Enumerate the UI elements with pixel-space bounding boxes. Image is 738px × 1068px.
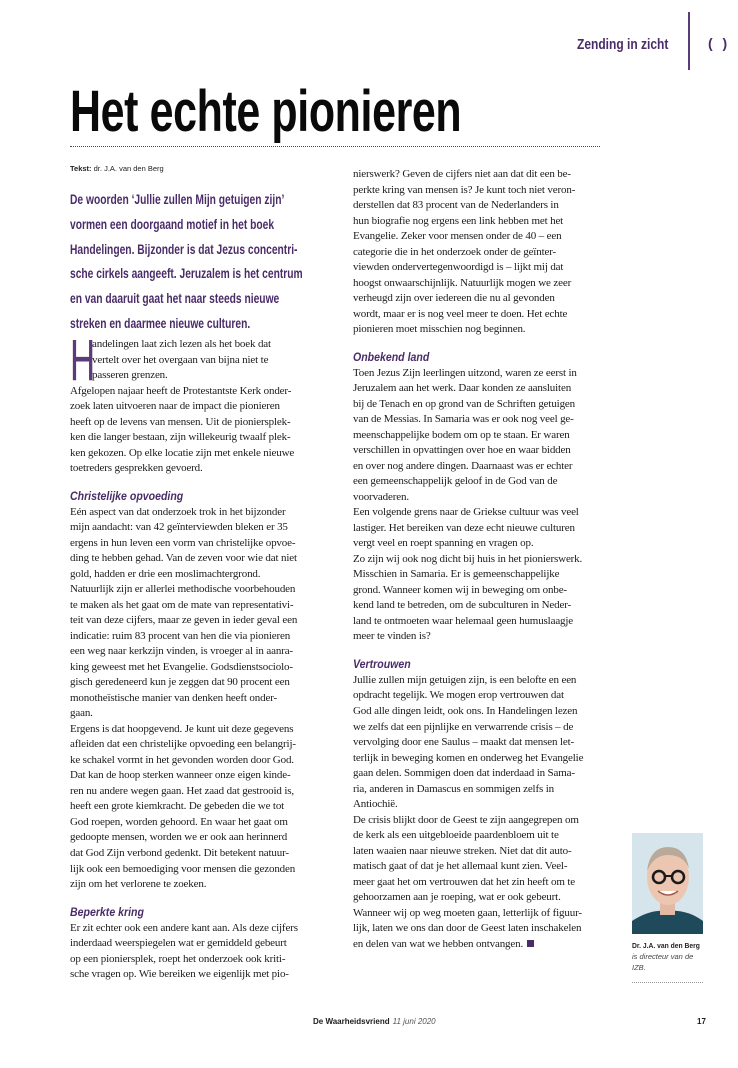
text-line xyxy=(353,428,631,444)
line-text: viewden ondervertegenwoordigd is – lijkt mij dat xyxy=(353,261,564,274)
paragraph xyxy=(70,921,348,983)
text-line xyxy=(353,859,631,875)
text-line xyxy=(70,536,348,552)
line-text: meer gaat het om vertrouwen dat het zin heeft om te xyxy=(353,875,576,888)
line-text: lijk ook een bemoediging voor mensen die gezonden xyxy=(70,862,296,875)
text-line xyxy=(353,844,631,860)
line-text: heeft een grote kiemkracht. De gebeden die we tot xyxy=(70,800,285,813)
line-text: voorvaderen. xyxy=(353,490,409,503)
line-text: laten waaien naar nieuwe streken. Niet dat dit auto- xyxy=(353,844,572,857)
line-text: ken gekozen. Op elke locatie zijn met enkele nieuwe xyxy=(70,446,295,459)
text-line xyxy=(353,443,631,459)
text-line xyxy=(70,613,348,629)
line-text: mijn aandacht: van 42 geïnterviewden bleken er 35 xyxy=(70,521,288,534)
line-text: ding te hebben gehad. Van de zeven voor wie dat niet xyxy=(70,552,297,565)
line-text: Toen Jezus Zijn leerlingen uitzond, waren ze eerst in xyxy=(353,366,577,379)
text-line xyxy=(70,784,348,800)
text-line xyxy=(353,704,631,720)
line-text: opdracht tegelijk. We mogen erop vertrouwen dat xyxy=(353,689,564,702)
text-line xyxy=(353,552,631,568)
line-text: Natuurlijk zijn er allerlei methodische voorbehouden xyxy=(70,583,296,596)
lead-line: sche cirkels aangeeft. Jeruzalem is het centrum xyxy=(70,266,303,282)
title-divider xyxy=(70,146,600,147)
line-text: Jullie zullen mijn getuigen zijn, is een belofte en een xyxy=(353,673,577,686)
text-line xyxy=(353,214,631,230)
text-line xyxy=(353,782,631,798)
text-line xyxy=(353,198,631,214)
text-line xyxy=(70,368,348,384)
text-line xyxy=(70,415,348,431)
line-text: nierswerk? Geven de cijfers niet aan dat dit een be- xyxy=(353,168,571,180)
line-text: kend land te betreden, om de subculturen in Neder- xyxy=(353,599,572,612)
line-text: perkte kring van mensen is? Je kunt toch niet veron- xyxy=(353,183,576,196)
text-line xyxy=(353,322,631,338)
text-line xyxy=(70,691,348,707)
text-line xyxy=(70,846,348,862)
text-line xyxy=(70,567,348,583)
text-line xyxy=(353,614,631,630)
text-line xyxy=(353,397,631,413)
text-line xyxy=(353,921,631,937)
line-text: vervolging door ene Saulus – maakt dat mensen let- xyxy=(353,736,574,749)
drop-cap: H xyxy=(70,328,96,393)
line-text: wordt, maar er is nog veel meer te doen. Het echte xyxy=(353,307,568,320)
text-line xyxy=(353,567,631,583)
text-line xyxy=(70,446,348,462)
photo-caption xyxy=(632,940,707,973)
subheading: Christelijke opvoeding xyxy=(70,488,184,503)
text-line xyxy=(70,753,348,769)
article-title: Het echte pionieren xyxy=(70,79,462,144)
text-line xyxy=(353,490,631,506)
section-mark: ( ) xyxy=(708,35,731,51)
text-line xyxy=(70,706,348,722)
paragraph xyxy=(70,328,348,477)
line-text: God roepen, worden gehoord. En waar het gaat om xyxy=(70,815,288,828)
line-text: grond. Wanneer komen wij in beweging om onbe- xyxy=(353,583,567,596)
line-text: gisch geredeneerd kun je zeggen dat 90 procent een xyxy=(70,676,290,689)
line-text: heeft op de levens van mensen. Uit de pioniersplek- xyxy=(70,415,291,428)
text-line xyxy=(353,797,631,813)
text-line xyxy=(70,862,348,878)
line-text: een weg naar kerkzijn vinden, is vroeger al in aanra- xyxy=(70,645,293,658)
text-line xyxy=(353,276,631,292)
text-line xyxy=(353,229,631,245)
caption-description: is directeur van de IZB. xyxy=(632,952,694,972)
caption-divider xyxy=(632,982,703,983)
line-text: Afgelopen najaar heeft de Protestantste Kerk onder- xyxy=(70,384,292,397)
text-line xyxy=(70,877,348,893)
text-line xyxy=(353,906,631,922)
text-line xyxy=(353,474,631,490)
line-text: Jeruzalem aan het werk. Daar konden ze aansluiten xyxy=(353,382,572,395)
text-line xyxy=(353,937,631,953)
text-line xyxy=(353,366,631,382)
line-text: Misschien in Samaria. Er is gemeenschappelijke xyxy=(353,568,560,581)
line-text: passeren grenzen. xyxy=(92,369,168,382)
line-text: categorie die in het onderzoek onder de geïnter- xyxy=(353,245,557,258)
text-line xyxy=(70,936,348,952)
line-text: te maken als het gaat om de mate van representativi- xyxy=(70,598,294,611)
text-line xyxy=(70,737,348,753)
line-text: lijk, laten we ons dan door de Geest laten inschakelen xyxy=(353,922,582,935)
line-text: verheugd zijn over iedereen die nu al gevonden xyxy=(353,292,555,305)
author-photo xyxy=(632,833,703,934)
text-line xyxy=(70,830,348,846)
issue-date: 11 juni 2020 xyxy=(392,1017,436,1026)
line-text: afleiden dat een christelijke opvoeding een belangrij- xyxy=(70,738,296,751)
line-text: derstellen dat 83 procent van de Nederlanders in xyxy=(353,199,559,212)
text-line xyxy=(353,766,631,782)
line-text: pionieren moet misschien nog beginnen. xyxy=(353,323,526,336)
line-text: ria, anderen in Damascus en sommigen zelfs in xyxy=(353,782,554,795)
text-line xyxy=(70,337,348,353)
column-right xyxy=(353,167,631,952)
column-left xyxy=(70,188,348,983)
paragraph xyxy=(353,167,631,338)
line-text: hun biografie nog ergens een link hebben met het xyxy=(353,214,564,227)
text-line xyxy=(353,167,631,183)
right-body xyxy=(353,167,631,952)
line-text: zoek laten uitvoeren naar de impact die pionieren xyxy=(70,400,280,413)
line-text: monotheïstische manier van denken heeft onder- xyxy=(70,691,277,704)
line-text: land te ontmoeten waar helemaal geen humuslaagje xyxy=(353,614,574,627)
page-number: 17 xyxy=(697,1017,706,1026)
text-line xyxy=(353,751,631,767)
paragraph xyxy=(353,673,631,952)
left-body xyxy=(70,328,348,983)
line-text: Wanneer wij op weg moeten gaan, letterlijk of figuur- xyxy=(353,906,582,919)
text-line xyxy=(353,536,631,552)
line-text: terlijk in beweging komen en onderweg het Evangelie xyxy=(353,751,584,764)
text-line xyxy=(353,875,631,891)
line-text: hoogst onwaarschijnlijk. Natuurlijk mogen we zeer xyxy=(353,276,572,289)
text-line xyxy=(353,183,631,199)
section-label: Zending in zicht xyxy=(577,36,669,53)
caption-name: Dr. J.A. van den Berg xyxy=(632,941,700,950)
text-line xyxy=(353,720,631,736)
header-divider xyxy=(688,12,690,70)
lead-line: en van daaruit gaat het naar steeds nieuwe xyxy=(70,291,280,307)
lead-line: vormen een doorgaand motief in het boek xyxy=(70,216,275,232)
text-line xyxy=(70,952,348,968)
line-text: gedoopte mensen, worden we er ook aan herinnerd xyxy=(70,831,288,844)
paragraph xyxy=(70,505,348,893)
text-line xyxy=(353,260,631,276)
subheading: Beperkte kring xyxy=(70,904,144,919)
text-line xyxy=(70,675,348,691)
text-line xyxy=(70,598,348,614)
text-line xyxy=(353,459,631,475)
text-line xyxy=(353,828,631,844)
text-line xyxy=(70,722,348,738)
line-text: andelingen laat zich lezen als het boek dat xyxy=(92,338,271,350)
footer xyxy=(313,1017,436,1026)
byline xyxy=(70,164,164,173)
line-text: verschillen in opvattingen over hoe en waar bidden xyxy=(353,444,571,457)
text-line xyxy=(353,890,631,906)
line-text: indicatie: ruim 83 procent van hen die via pionieren xyxy=(70,629,291,642)
line-text: en over nog andere dingen. Daarnaast was er echter xyxy=(353,459,573,472)
line-text: van de Messias. In Samaria was er ook nog veel ge- xyxy=(353,413,574,426)
text-line xyxy=(70,768,348,784)
line-text: vertelt over het overgaan van bijna niet te xyxy=(92,353,269,366)
text-line xyxy=(70,520,348,536)
text-line xyxy=(70,629,348,645)
text-line xyxy=(70,815,348,831)
line-text: gaan. xyxy=(70,707,93,720)
line-text: king geweest met het Evangelie. Godsdienstsociolo- xyxy=(70,660,293,673)
text-line xyxy=(70,461,348,477)
text-line xyxy=(70,384,348,400)
text-line xyxy=(353,505,631,521)
text-line xyxy=(70,505,348,521)
line-text: een gemeenschappelijk geloof in de God van de xyxy=(353,475,558,488)
byline-label: Tekst: xyxy=(70,164,92,173)
paragraph xyxy=(353,366,631,645)
end-mark-icon xyxy=(527,940,534,947)
publication-name: De Waarheidsvriend xyxy=(313,1017,390,1026)
line-text: inderdaad weerspiegelen wat er gemiddeld gebeurt xyxy=(70,937,287,950)
line-text: Dat kan de hoop sterken wanneer onze eigen kinde- xyxy=(70,769,291,782)
line-text: en delen van wat we hebben ontvangen. xyxy=(353,937,524,950)
line-text: toetreders gesprekken gevoerd. xyxy=(70,462,203,475)
text-line xyxy=(70,582,348,598)
line-text: de kerk als een uitgebloeide paardenbloem uit te xyxy=(353,829,559,842)
line-text: Zo zijn wij ook nog dicht bij huis in het pionierswerk. xyxy=(353,552,583,565)
line-text: Antiochië. xyxy=(353,798,398,811)
line-text: op een pioniersplek, roept het onderzoek ook kriti- xyxy=(70,952,286,965)
line-text: Er zit echter ook een andere kant aan. Als deze cijfers xyxy=(70,921,298,934)
line-text: bij de Tenach en op grond van de Schriften getuigen xyxy=(353,397,576,410)
text-line xyxy=(70,353,348,369)
line-text: God alle dingen leidt, ook ons. In Handelingen lezen xyxy=(353,704,578,717)
text-line xyxy=(353,813,631,829)
subheading: Onbekend land xyxy=(353,349,430,364)
text-line xyxy=(353,598,631,614)
text-line xyxy=(353,521,631,537)
text-line xyxy=(70,660,348,676)
text-line xyxy=(70,799,348,815)
text-line xyxy=(353,735,631,751)
line-text: Een volgende grens naar de Griekse cultuur was veel xyxy=(353,506,579,519)
text-line xyxy=(353,583,631,599)
text-line xyxy=(70,967,348,983)
lead-line: De woorden ‘Jullie zullen Mijn getuigen zijn’ xyxy=(70,192,285,207)
line-text: sche vragen op. Wie bereiken we eigenlijk met pio- xyxy=(70,968,289,981)
line-text: Evangelie. Zeker voor mensen onder de 40 – een xyxy=(353,230,562,243)
text-line xyxy=(70,551,348,567)
line-text: Eén aspect van dat onderzoek trok in het bijzonder xyxy=(70,505,286,518)
text-line xyxy=(70,644,348,660)
line-text: gehoorzamen aan je roeping, wat er ook gebeurt. xyxy=(353,891,561,904)
line-text: meenschappelijke bodem om op te staan. Er waren xyxy=(353,428,570,441)
line-text: ke schakel vormt in het gevonden worden door God. xyxy=(70,753,294,766)
text-line xyxy=(353,307,631,323)
text-line xyxy=(353,381,631,397)
line-text: zijn om het verlorene te zoeken. xyxy=(70,878,207,891)
text-line xyxy=(70,430,348,446)
lead-line: Handelingen. Bijzonder is dat Jezus concentri- xyxy=(70,241,298,257)
subheading: Vertrouwen xyxy=(353,656,411,671)
line-text: dat God Zijn verbond gedenkt. Dit betekent natuur- xyxy=(70,846,289,859)
line-text: De crisis blijkt door de Geest te zijn aangegrepen om xyxy=(353,813,579,826)
byline-author: dr. J.A. van den Berg xyxy=(93,164,164,173)
lead-line: streken en daarmee nieuwe culturen. xyxy=(70,315,251,331)
text-line xyxy=(70,921,348,937)
line-text: ren nu andere wegen gaan. Het zaad dat gestrooid is, xyxy=(70,784,295,797)
line-text: ergens in hun leven een vorm van christelijke opvoe- xyxy=(70,536,296,549)
text-line xyxy=(353,245,631,261)
line-text: gaan delen. Sommigen doen dat inderdaad in Sama- xyxy=(353,767,575,780)
lead-paragraph xyxy=(70,188,340,337)
text-line xyxy=(353,673,631,689)
line-text: meer te vinden is? xyxy=(353,630,431,643)
line-text: Ergens is dat hoopgevend. Je kunt uit deze gegevens xyxy=(70,722,294,735)
text-line xyxy=(353,629,631,645)
line-text: vergt veel en roept spanning en vragen op. xyxy=(353,537,534,550)
text-line xyxy=(353,291,631,307)
line-text: lastiger. Het bereiken van deze echt nieuwe culturen xyxy=(353,521,575,534)
line-text: we zelfs dat een pijnlijke en verwarrende crisis – de xyxy=(353,720,574,733)
text-line xyxy=(353,688,631,704)
text-line xyxy=(70,399,348,415)
portrait-image xyxy=(632,833,703,934)
text-line xyxy=(353,412,631,428)
line-text: gold, hadden er drie een moslimachtergrond. xyxy=(70,567,261,580)
line-text: ken die langer bestaan, zijn willekeurig twaalf plek- xyxy=(70,431,291,444)
line-text: teit van deze cijfers, maar ze geven in ieder geval een xyxy=(70,614,298,627)
line-text: matisch gaat of dat je het allemaal kunt zien. Veel- xyxy=(353,860,568,873)
